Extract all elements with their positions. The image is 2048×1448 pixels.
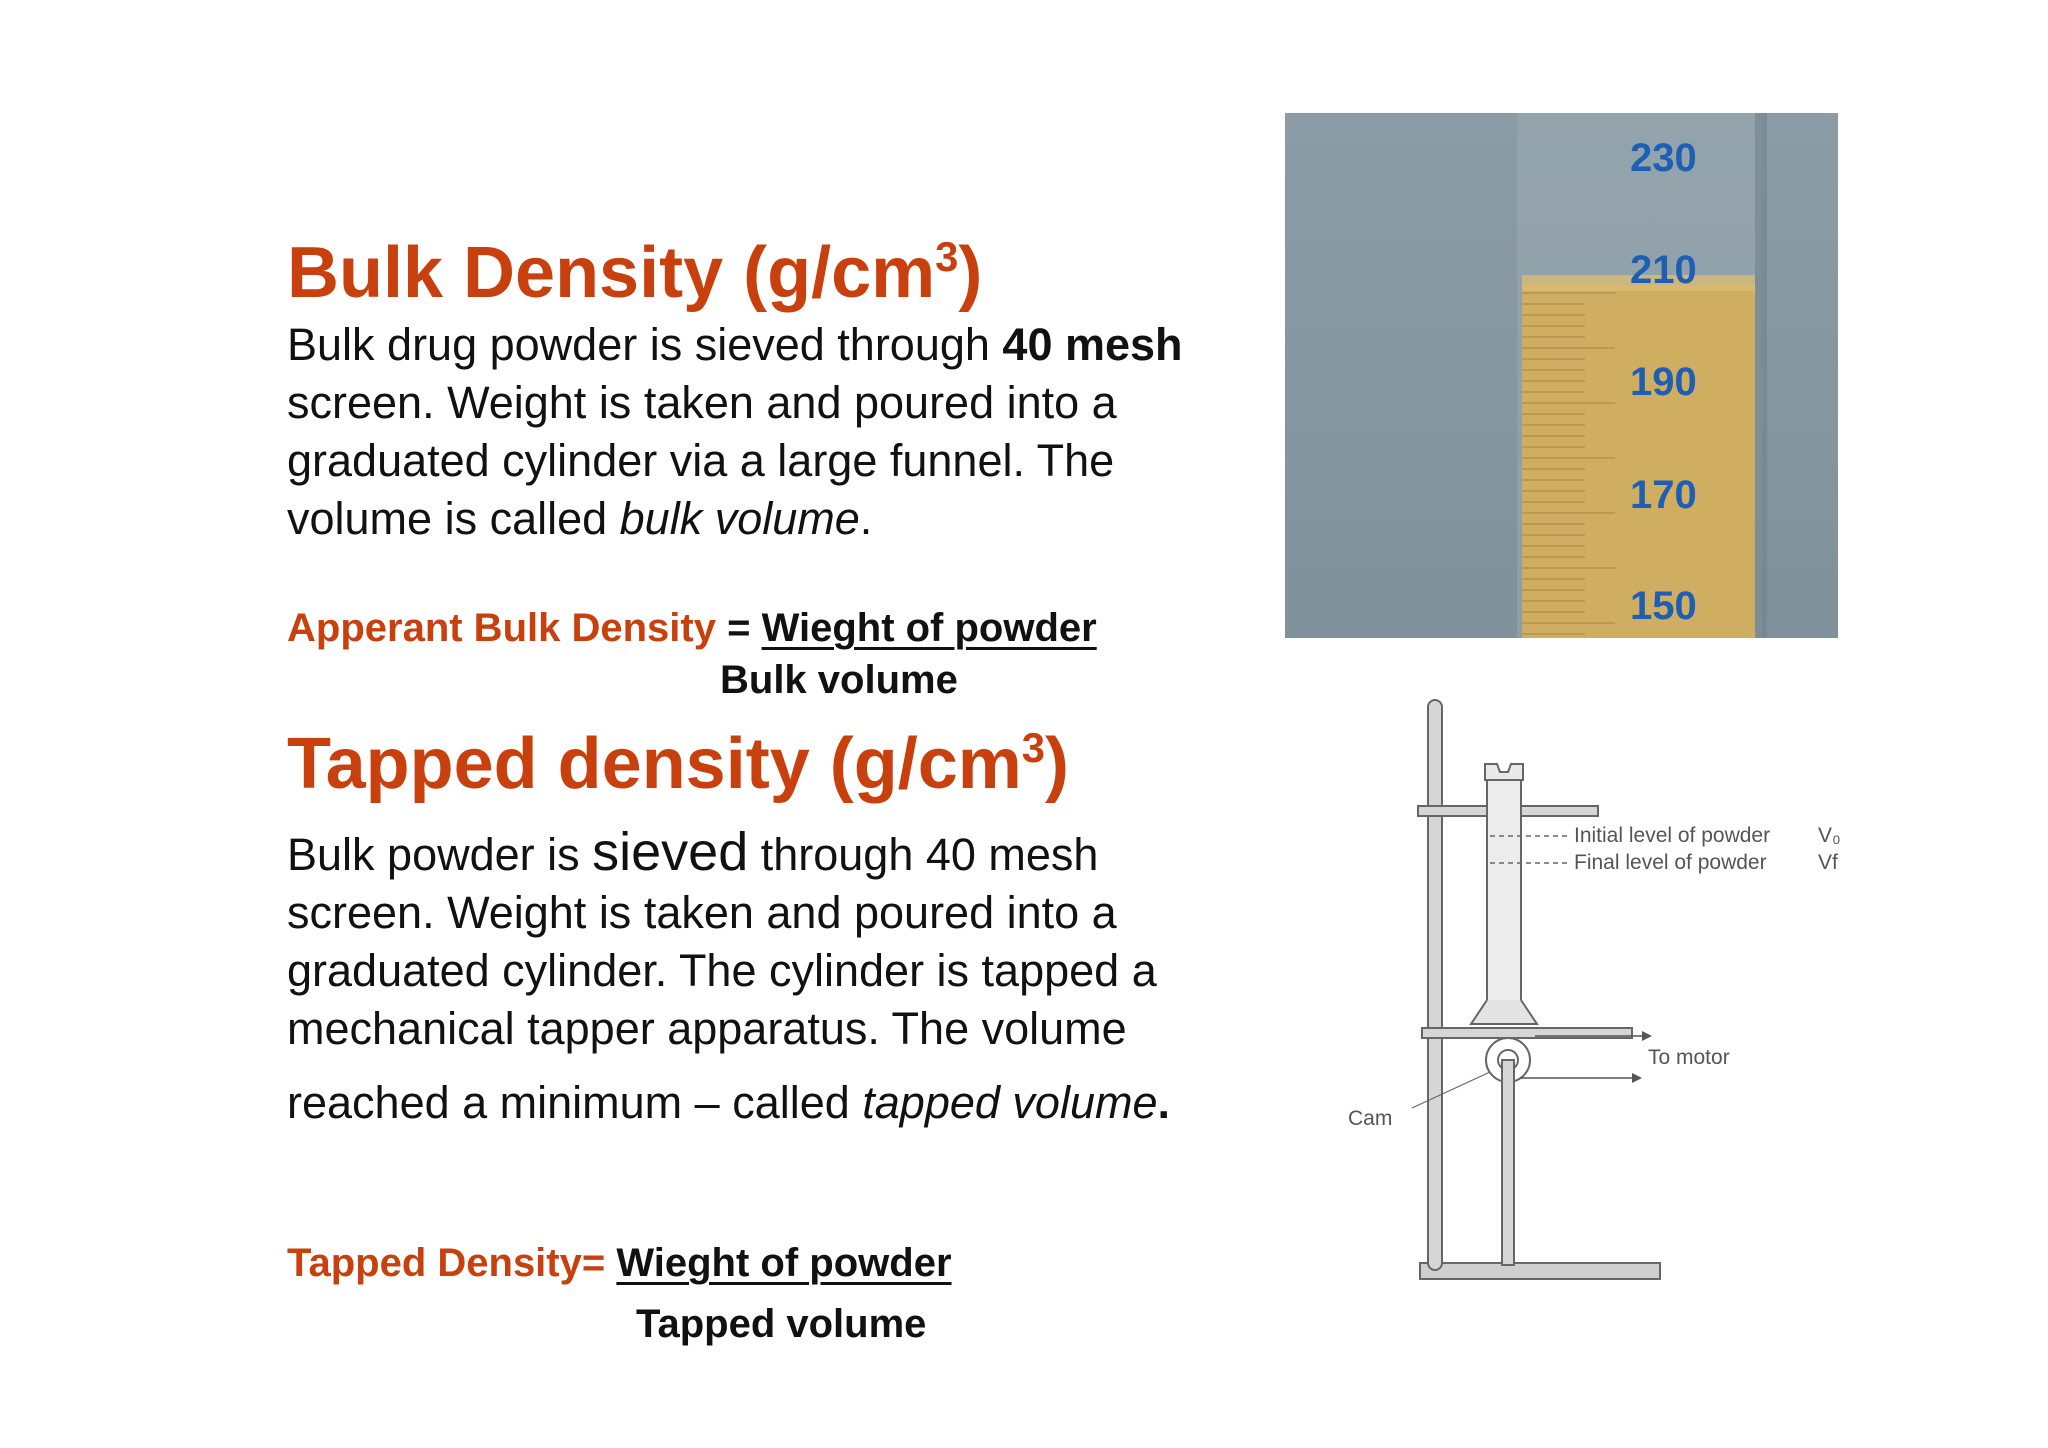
- bulk-density-heading: Bulk Density $(g/cm^3)$: [287, 232, 983, 313]
- cylinder-scale-label: 230: [1630, 136, 1697, 180]
- tapped-density-heading: Tapped density $(g/cm^3)$: [287, 723, 1069, 804]
- cam-label: Cam: [1348, 1107, 1393, 1130]
- cylinder-photo-graphic: [1285, 113, 1838, 638]
- cylinder-scale-label: 170: [1630, 473, 1697, 517]
- initial-level-label: Initial level of powder: [1574, 824, 1771, 847]
- cylinder-scale-label: 150: [1630, 584, 1697, 628]
- final-level-label: Final level of powder: [1574, 851, 1767, 874]
- tapped-density-apparatus-diagram: [1330, 680, 1870, 1320]
- tapped-density-formula: Tapped Density= Wieght of powder: [287, 1241, 952, 1285]
- tapped-density-denominator: Tapped volume: [636, 1302, 927, 1346]
- bulk-density-denominator: Bulk volume: [720, 658, 958, 702]
- bulk-density-description: Bulk drug powder is sieved through 40 mesh screen. Weight is taken and poured into a graduated cylinder via a large funnel. The volume is called bulk volume.: [287, 319, 1183, 544]
- bulk-density-formula: Apperant Bulk Density = Wieght of powder: [287, 606, 1097, 650]
- to-motor-label: To motor: [1648, 1046, 1730, 1069]
- final-level-symbol: Vf: [1818, 851, 1838, 874]
- graduated-cylinder-photo: [1285, 113, 1838, 638]
- tapped-density-description: Bulk powder is sieved through 40 mesh screen. Weight is taken and poured into a graduated cylinder. The cylinder is tapped a mechanical tapper apparatus. The volume reached a minimum – called tapped volume.: [287, 822, 1170, 1128]
- cylinder-scale-label: 210: [1630, 248, 1697, 292]
- cylinder-scale-label: 190: [1630, 360, 1697, 404]
- initial-level-symbol: V₀: [1818, 824, 1841, 847]
